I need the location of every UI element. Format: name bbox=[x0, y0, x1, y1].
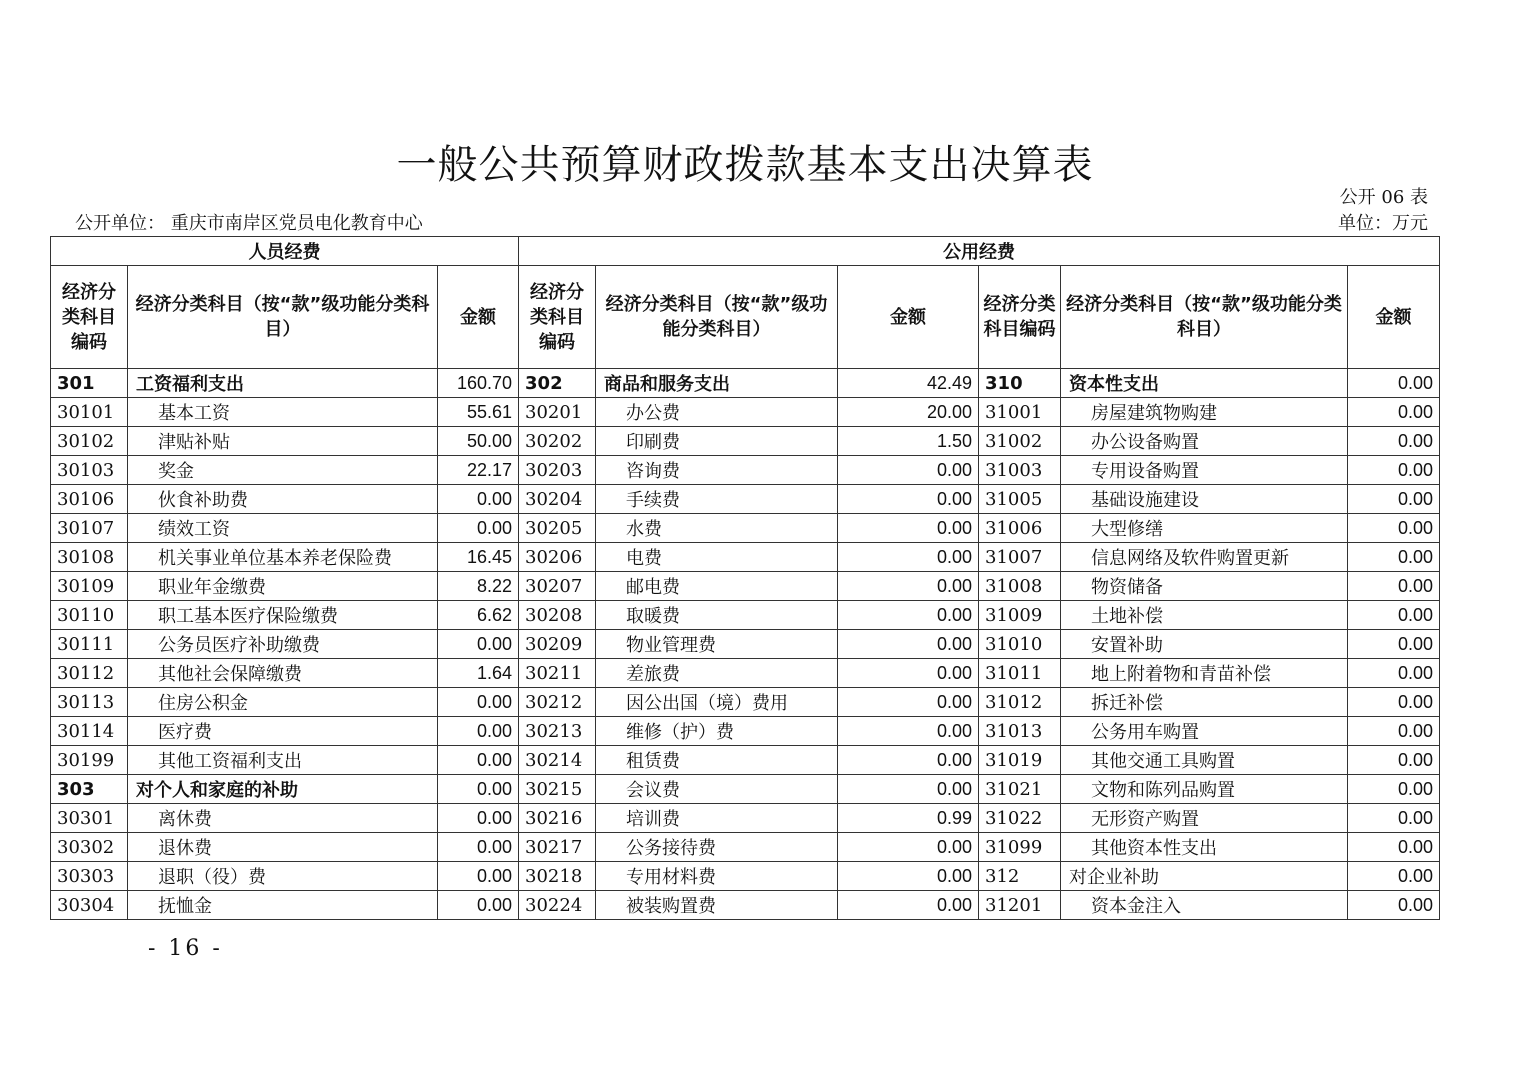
cell-name: 医疗费 bbox=[128, 717, 438, 746]
cell-name: 物资储备 bbox=[1061, 572, 1348, 601]
cell-name: 对企业补助 bbox=[1061, 862, 1348, 891]
cell-code: 31007 bbox=[979, 543, 1061, 572]
cell-amount: 0.00 bbox=[838, 485, 979, 514]
cell-name: 差旅费 bbox=[596, 659, 838, 688]
cell-amount: 0.00 bbox=[438, 630, 519, 659]
cell-code: 30216 bbox=[519, 804, 596, 833]
cell-amount: 0.00 bbox=[838, 775, 979, 804]
cell-code: 30212 bbox=[519, 688, 596, 717]
table-row bbox=[51, 630, 1440, 659]
table-row bbox=[51, 427, 1440, 456]
cell-amount: 0.00 bbox=[1348, 862, 1440, 891]
cell-name: 物业管理费 bbox=[596, 630, 838, 659]
table-row bbox=[51, 543, 1440, 572]
cell-code: 30208 bbox=[519, 601, 596, 630]
cell-name: 专用设备购置 bbox=[1061, 456, 1348, 485]
cell-code: 31019 bbox=[979, 746, 1061, 775]
cell-code: 30209 bbox=[519, 630, 596, 659]
cell-name: 奖金 bbox=[128, 456, 438, 485]
cell-amount: 0.00 bbox=[1348, 601, 1440, 630]
cell-code: 30218 bbox=[519, 862, 596, 891]
header-amount: 金额 bbox=[438, 266, 519, 369]
header-code: 经济分类科目编码 bbox=[979, 266, 1061, 369]
cell-code: 30107 bbox=[51, 514, 128, 543]
cell-amount: 0.00 bbox=[438, 804, 519, 833]
cell-amount: 0.00 bbox=[838, 688, 979, 717]
cell-code: 30101 bbox=[51, 398, 128, 427]
table-row bbox=[51, 746, 1440, 775]
cell-amount: 0.00 bbox=[1348, 369, 1440, 398]
cell-amount: 0.00 bbox=[838, 717, 979, 746]
cell-name: 邮电费 bbox=[596, 572, 838, 601]
cell-code: 31006 bbox=[979, 514, 1061, 543]
cell-code: 301 bbox=[51, 369, 128, 398]
cell-name: 会议费 bbox=[596, 775, 838, 804]
cell-name: 无形资产购置 bbox=[1061, 804, 1348, 833]
table-row bbox=[51, 369, 1440, 398]
table-row bbox=[51, 659, 1440, 688]
cell-code: 31022 bbox=[979, 804, 1061, 833]
cell-name: 商品和服务支出 bbox=[596, 369, 838, 398]
cell-name: 取暖费 bbox=[596, 601, 838, 630]
cell-amount: 0.99 bbox=[838, 804, 979, 833]
cell-name: 职工基本医疗保险缴费 bbox=[128, 601, 438, 630]
section-personnel: 人员经费 bbox=[51, 237, 519, 266]
cell-amount: 0.00 bbox=[1348, 398, 1440, 427]
cell-amount: 0.00 bbox=[838, 746, 979, 775]
cell-amount: 0.00 bbox=[838, 891, 979, 920]
table-row bbox=[51, 833, 1440, 862]
cell-name: 绩效工资 bbox=[128, 514, 438, 543]
cell-code: 30301 bbox=[51, 804, 128, 833]
cell-name: 其他资本性支出 bbox=[1061, 833, 1348, 862]
table-row bbox=[51, 456, 1440, 485]
cell-amount: 0.00 bbox=[438, 688, 519, 717]
cell-name: 安置补助 bbox=[1061, 630, 1348, 659]
header-amount: 金额 bbox=[1348, 266, 1440, 369]
table-row bbox=[51, 485, 1440, 514]
cell-name: 其他社会保障缴费 bbox=[128, 659, 438, 688]
cell-name: 办公设备购置 bbox=[1061, 427, 1348, 456]
cell-code: 31008 bbox=[979, 572, 1061, 601]
cell-amount: 0.00 bbox=[838, 659, 979, 688]
cell-amount: 0.00 bbox=[438, 746, 519, 775]
cell-name: 基础设施建设 bbox=[1061, 485, 1348, 514]
cell-name: 公务员医疗补助缴费 bbox=[128, 630, 438, 659]
cell-amount: 0.00 bbox=[838, 630, 979, 659]
form-number: 公开 06 表 bbox=[1339, 187, 1428, 208]
header-name: 经济分类科目（按“款”级功能分类科目） bbox=[596, 266, 838, 369]
cell-code: 30102 bbox=[51, 427, 128, 456]
cell-name: 伙食补助费 bbox=[128, 485, 438, 514]
cell-name: 因公出国（境）费用 bbox=[596, 688, 838, 717]
cell-name: 地上附着物和青苗补偿 bbox=[1061, 659, 1348, 688]
cell-name: 其他工资福利支出 bbox=[128, 746, 438, 775]
cell-code: 30211 bbox=[519, 659, 596, 688]
cell-name: 住房公积金 bbox=[128, 688, 438, 717]
cell-code: 312 bbox=[979, 862, 1061, 891]
table-row bbox=[51, 601, 1440, 630]
cell-code: 31005 bbox=[979, 485, 1061, 514]
cell-name: 印刷费 bbox=[596, 427, 838, 456]
cell-amount: 160.70 bbox=[438, 369, 519, 398]
cell-amount: 0.00 bbox=[1348, 717, 1440, 746]
cell-amount: 8.22 bbox=[438, 572, 519, 601]
table-row bbox=[51, 891, 1440, 920]
table-row bbox=[51, 398, 1440, 427]
cell-name: 资本金注入 bbox=[1061, 891, 1348, 920]
cell-name: 工资福利支出 bbox=[128, 369, 438, 398]
cell-code: 30201 bbox=[519, 398, 596, 427]
cell-amount: 0.00 bbox=[1348, 427, 1440, 456]
cell-code: 31010 bbox=[979, 630, 1061, 659]
cell-name: 公务接待费 bbox=[596, 833, 838, 862]
cell-code: 31021 bbox=[979, 775, 1061, 804]
page-title: 一般公共预算财政拨款基本支出决算表 bbox=[396, 142, 1094, 188]
cell-code: 30202 bbox=[519, 427, 596, 456]
cell-amount: 50.00 bbox=[438, 427, 519, 456]
cell-code: 30114 bbox=[51, 717, 128, 746]
cell-name: 资本性支出 bbox=[1061, 369, 1348, 398]
cell-amount: 55.61 bbox=[438, 398, 519, 427]
cell-code: 30103 bbox=[51, 456, 128, 485]
cell-name: 信息网络及软件购置更新 bbox=[1061, 543, 1348, 572]
cell-code: 31003 bbox=[979, 456, 1061, 485]
cell-code: 30203 bbox=[519, 456, 596, 485]
cell-amount: 0.00 bbox=[838, 543, 979, 572]
cell-code: 30109 bbox=[51, 572, 128, 601]
cell-code: 30110 bbox=[51, 601, 128, 630]
cell-name: 水费 bbox=[596, 514, 838, 543]
cell-code: 31013 bbox=[979, 717, 1061, 746]
cell-code: 30113 bbox=[51, 688, 128, 717]
cell-code: 30217 bbox=[519, 833, 596, 862]
cell-amount: 0.00 bbox=[1348, 746, 1440, 775]
cell-code: 30207 bbox=[519, 572, 596, 601]
table-row bbox=[51, 514, 1440, 543]
cell-amount: 0.00 bbox=[438, 485, 519, 514]
cell-amount: 0.00 bbox=[1348, 688, 1440, 717]
section-public: 公用经费 bbox=[519, 237, 1440, 266]
cell-name: 房屋建筑物购建 bbox=[1061, 398, 1348, 427]
cell-code: 31001 bbox=[979, 398, 1061, 427]
cell-amount: 0.00 bbox=[1348, 833, 1440, 862]
cell-code: 30106 bbox=[51, 485, 128, 514]
cell-code: 30112 bbox=[51, 659, 128, 688]
cell-code: 30302 bbox=[51, 833, 128, 862]
page-number: - 16 - bbox=[148, 936, 223, 961]
table-row bbox=[51, 572, 1440, 601]
table-row bbox=[51, 862, 1440, 891]
cell-amount: 0.00 bbox=[438, 514, 519, 543]
cell-name: 咨询费 bbox=[596, 456, 838, 485]
cell-name: 抚恤金 bbox=[128, 891, 438, 920]
cell-amount: 0.00 bbox=[438, 833, 519, 862]
budget-table bbox=[50, 236, 1440, 920]
cell-code: 30111 bbox=[51, 630, 128, 659]
cell-code: 31201 bbox=[979, 891, 1061, 920]
cell-amount: 6.62 bbox=[438, 601, 519, 630]
cell-code: 30215 bbox=[519, 775, 596, 804]
header-name: 经济分类科目（按“款”级功能分类科目） bbox=[128, 266, 438, 369]
cell-name: 职业年金缴费 bbox=[128, 572, 438, 601]
cell-name: 离休费 bbox=[128, 804, 438, 833]
cell-amount: 0.00 bbox=[1348, 572, 1440, 601]
header-amount: 金额 bbox=[838, 266, 979, 369]
cell-amount: 1.64 bbox=[438, 659, 519, 688]
organization-label: 公开单位： 重庆市南岸区党员电化教育中心 bbox=[75, 213, 423, 234]
cell-amount: 0.00 bbox=[1348, 543, 1440, 572]
table-row bbox=[51, 717, 1440, 746]
cell-code: 302 bbox=[519, 369, 596, 398]
cell-amount: 0.00 bbox=[1348, 514, 1440, 543]
cell-name: 专用材料费 bbox=[596, 862, 838, 891]
cell-name: 其他交通工具购置 bbox=[1061, 746, 1348, 775]
cell-code: 30199 bbox=[51, 746, 128, 775]
cell-name: 被装购置费 bbox=[596, 891, 838, 920]
cell-name: 津贴补贴 bbox=[128, 427, 438, 456]
cell-name: 对个人和家庭的补助 bbox=[128, 775, 438, 804]
table-row bbox=[51, 688, 1440, 717]
cell-name: 退职（役）费 bbox=[128, 862, 438, 891]
cell-amount: 0.00 bbox=[1348, 659, 1440, 688]
cell-amount: 0.00 bbox=[1348, 891, 1440, 920]
cell-name: 手续费 bbox=[596, 485, 838, 514]
cell-name: 公务用车购置 bbox=[1061, 717, 1348, 746]
cell-amount: 0.00 bbox=[438, 717, 519, 746]
cell-amount: 0.00 bbox=[1348, 485, 1440, 514]
cell-amount: 0.00 bbox=[1348, 775, 1440, 804]
cell-name: 机关事业单位基本养老保险费 bbox=[128, 543, 438, 572]
table-row bbox=[51, 775, 1440, 804]
cell-code: 30213 bbox=[519, 717, 596, 746]
cell-amount: 0.00 bbox=[438, 862, 519, 891]
cell-code: 30206 bbox=[519, 543, 596, 572]
table-row bbox=[51, 804, 1440, 833]
cell-code: 31002 bbox=[979, 427, 1061, 456]
cell-amount: 0.00 bbox=[838, 601, 979, 630]
cell-code: 30204 bbox=[519, 485, 596, 514]
cell-code: 31011 bbox=[979, 659, 1061, 688]
cell-amount: 0.00 bbox=[838, 456, 979, 485]
cell-amount: 16.45 bbox=[438, 543, 519, 572]
table-body bbox=[51, 369, 1440, 920]
cell-amount: 0.00 bbox=[1348, 456, 1440, 485]
cell-code: 31099 bbox=[979, 833, 1061, 862]
cell-amount: 0.00 bbox=[838, 572, 979, 601]
header-code: 经济分类科目编码 bbox=[51, 266, 128, 369]
cell-code: 30205 bbox=[519, 514, 596, 543]
cell-amount: 0.00 bbox=[838, 862, 979, 891]
cell-code: 30214 bbox=[519, 746, 596, 775]
cell-name: 维修（护）费 bbox=[596, 717, 838, 746]
cell-amount: 0.00 bbox=[1348, 630, 1440, 659]
cell-name: 土地补偿 bbox=[1061, 601, 1348, 630]
cell-code: 303 bbox=[51, 775, 128, 804]
cell-code: 310 bbox=[979, 369, 1061, 398]
cell-code: 31009 bbox=[979, 601, 1061, 630]
cell-code: 31012 bbox=[979, 688, 1061, 717]
cell-name: 租赁费 bbox=[596, 746, 838, 775]
cell-name: 文物和陈列品购置 bbox=[1061, 775, 1348, 804]
cell-name: 培训费 bbox=[596, 804, 838, 833]
unit-label: 单位：万元 bbox=[1338, 213, 1428, 234]
cell-code: 30304 bbox=[51, 891, 128, 920]
cell-amount: 0.00 bbox=[438, 891, 519, 920]
cell-amount: 0.00 bbox=[438, 775, 519, 804]
cell-code: 30303 bbox=[51, 862, 128, 891]
cell-code: 30108 bbox=[51, 543, 128, 572]
cell-amount: 0.00 bbox=[1348, 804, 1440, 833]
cell-name: 办公费 bbox=[596, 398, 838, 427]
cell-name: 拆迁补偿 bbox=[1061, 688, 1348, 717]
cell-amount: 0.00 bbox=[838, 833, 979, 862]
cell-name: 退休费 bbox=[128, 833, 438, 862]
cell-name: 基本工资 bbox=[128, 398, 438, 427]
header-name: 经济分类科目（按“款”级功能分类科目） bbox=[1061, 266, 1348, 369]
cell-amount: 1.50 bbox=[838, 427, 979, 456]
cell-amount: 0.00 bbox=[838, 514, 979, 543]
header-code: 经济分类科目编码 bbox=[519, 266, 596, 369]
cell-amount: 22.17 bbox=[438, 456, 519, 485]
cell-amount: 20.00 bbox=[838, 398, 979, 427]
cell-code: 30224 bbox=[519, 891, 596, 920]
cell-name: 电费 bbox=[596, 543, 838, 572]
cell-amount: 42.49 bbox=[838, 369, 979, 398]
cell-name: 大型修缮 bbox=[1061, 514, 1348, 543]
